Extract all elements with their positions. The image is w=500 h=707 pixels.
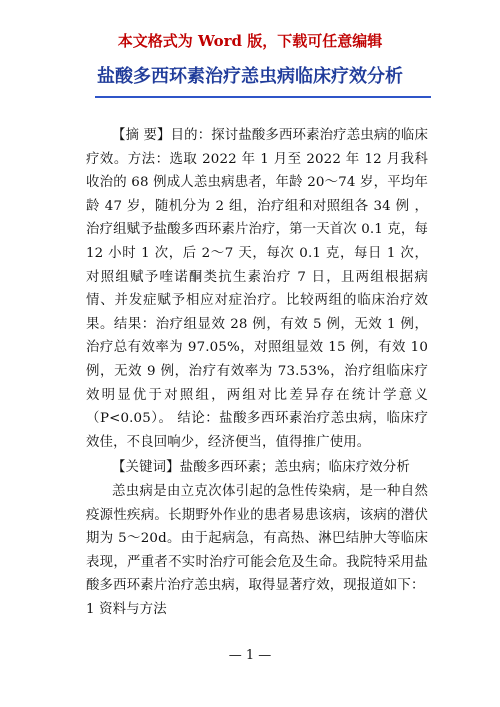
page-number: — 1 —	[228, 648, 272, 663]
abstract-paragraph: 【摘 要】目的：探讨盐酸多西环素治疗恙虫病的临床疗效。方法：选取 2022 年 1 月至 2022 年 12 月我科收治的 68 例成人恙虫病患者，年龄 20～74 岁，平均年龄 47 岁，随机分为 2 组，治疗组和对照组各 34 例 ，治疗组赋予盐酸多西环素片治疗，第一天首次 0.1 克，每 12 小时 1 次，后 2～7 天，每次 0.1 克，每日 1 次，对照组赋予喹诺酮类抗生素治疗 7 日，且两组根据病情、并发症赋予相应对症治疗。比较两组的临床治疗效果。结果：治疗组显效 28 例，有效 5 例，无效 1 例，治疗总有效率为 97.05%，对照组显效 15 例，有效 10 例，无效 9 例，治疗有效率为 73.53%，治疗组临床疗效明显优于对照组，两组对比差异存在统计学意义（P<0.05）。 结论：盐酸多西环素治疗恙虫病，临床疗效佳，不良回响少，经济便当，值得推广使用。	[86, 128, 428, 450]
title-divider	[95, 96, 431, 98]
word-version-banner: 本文格式为 Word 版，下载可任意编辑	[117, 32, 383, 50]
intro-paragraph: 恙虫病是由立克次体引起的急性传染病，是一种自然疫源性疾病。长期野外作业的患者易患该病，该病的潜伏期为 5～20d。由于起病急，有高热、淋巴结肿大等临床表现，严重者不实时治疗可能会危及生命。我院特采用盐酸多西环素片治疗恙虫病，取得显著疗效，现报道如下：	[86, 483, 428, 594]
article-body	[86, 124, 428, 621]
article-title: 盐酸多西环素治疗恙虫病临床疗效分析	[97, 66, 403, 87]
keywords-paragraph: 【关键词】盐酸多西环素；恙虫病；临床疗效分析	[112, 460, 410, 476]
section-heading: 1 资料与方法	[86, 601, 167, 617]
